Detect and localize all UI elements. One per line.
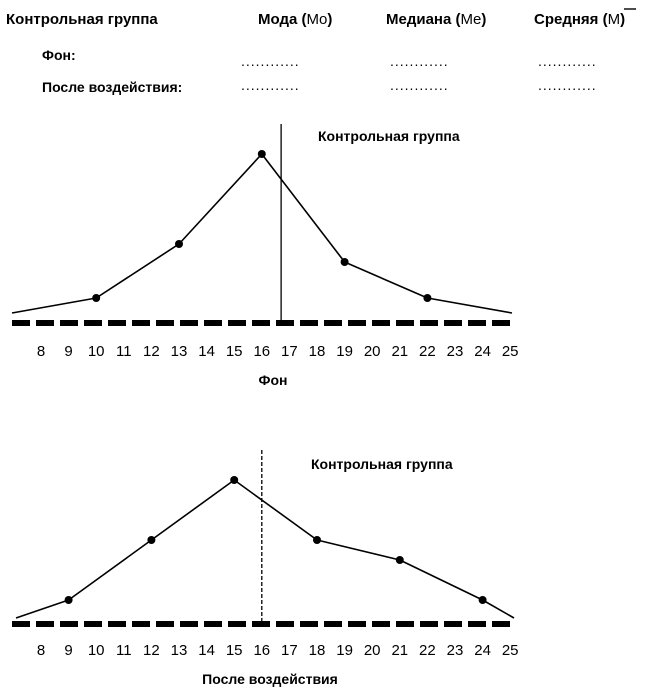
x-tick-label: 24 xyxy=(474,642,491,659)
x-tick-label: 14 xyxy=(198,642,215,659)
x-tick-label: 20 xyxy=(363,642,381,659)
chart-after-marks xyxy=(12,450,519,659)
x-tick-label: 17 xyxy=(281,642,298,659)
blank-background-mean: ............ xyxy=(538,53,597,69)
header-col-mode-abbr: Mo xyxy=(306,11,328,28)
header-col-median-label: Медиана xyxy=(386,11,452,28)
x-tick-label: 18 xyxy=(308,642,326,659)
chart-background-marks xyxy=(12,124,519,360)
x-tick-label: 11 xyxy=(116,343,132,360)
blank-after-median: ............ xyxy=(390,77,449,93)
chart-background xyxy=(12,124,519,388)
header-col-mode: Мода (Mo) xyxy=(258,11,333,28)
header-col-mean-label: Средняя xyxy=(534,11,599,28)
data-point xyxy=(230,476,238,484)
x-tick-label: 18 xyxy=(308,343,326,360)
x-tick-label: 17 xyxy=(281,343,298,360)
chart-after-xlabel: После воздействия xyxy=(202,671,338,687)
data-point xyxy=(341,258,349,266)
chart-after-title: Контрольная группа xyxy=(311,456,453,472)
x-tick-label: 14 xyxy=(198,343,215,360)
series-line xyxy=(16,480,514,618)
blank-after-mean: ............ xyxy=(538,77,597,93)
x-tick-label: 16 xyxy=(253,642,271,659)
x-tick-label: 8 xyxy=(36,642,46,659)
header-table xyxy=(6,9,636,95)
x-tick-label: 10 xyxy=(87,642,105,659)
x-tick-label: 23 xyxy=(446,642,464,659)
x-tick-label: 19 xyxy=(336,642,353,659)
header-group-label: Контрольная группа xyxy=(6,11,158,28)
data-point xyxy=(92,294,100,302)
blank-background-median: ............ xyxy=(390,53,449,69)
header-col-median: Медиана (Me) xyxy=(386,11,487,28)
data-point xyxy=(65,596,73,604)
data-point xyxy=(313,536,321,544)
x-tick-label: 24 xyxy=(474,343,491,360)
chart-background-xlabel: Фон xyxy=(258,372,288,388)
row-label-after: После воздействия: xyxy=(42,79,183,95)
header-col-mean: Средняя (M) xyxy=(534,11,626,28)
x-tick-label: 12 xyxy=(143,343,160,360)
chart-after xyxy=(12,450,519,687)
data-point xyxy=(258,150,266,158)
data-point xyxy=(175,240,183,248)
blank-after-mode: ............ xyxy=(241,77,300,93)
series-line xyxy=(12,154,512,313)
x-tick-label: 15 xyxy=(225,343,243,360)
header-col-median-abbr: Me xyxy=(460,11,482,28)
x-tick-label: 19 xyxy=(336,343,353,360)
x-tick-label: 21 xyxy=(391,343,409,360)
x-tick-label: 22 xyxy=(419,642,436,659)
x-tick-label: 23 xyxy=(446,343,464,360)
x-tick-label: 16 xyxy=(253,343,271,360)
x-tick-label: 13 xyxy=(170,642,188,659)
header-col-mean-abbr: M xyxy=(607,11,621,28)
x-tick-label: 10 xyxy=(87,343,105,360)
x-tick-label: 20 xyxy=(363,343,381,360)
x-tick-label: 11 xyxy=(116,642,132,659)
data-point xyxy=(396,556,404,564)
data-point xyxy=(147,536,155,544)
data-point xyxy=(423,294,431,302)
row-label-background: Фон: xyxy=(42,47,76,63)
chart-background-title: Контрольная группа xyxy=(318,128,460,144)
x-tick-label: 22 xyxy=(419,343,436,360)
x-tick-label: 25 xyxy=(501,642,519,659)
blank-background-mode: ............ xyxy=(241,53,300,69)
header-col-mode-label: Мода xyxy=(258,11,298,28)
x-tick-label: 8 xyxy=(36,343,46,360)
x-tick-label: 21 xyxy=(391,642,409,659)
x-tick-label: 15 xyxy=(225,642,243,659)
x-tick-label: 25 xyxy=(501,343,519,360)
x-tick-label: 9 xyxy=(64,642,73,659)
x-tick-label: 13 xyxy=(170,343,188,360)
x-tick-label: 9 xyxy=(64,343,73,360)
data-point xyxy=(479,596,487,604)
x-tick-label: 12 xyxy=(143,642,160,659)
